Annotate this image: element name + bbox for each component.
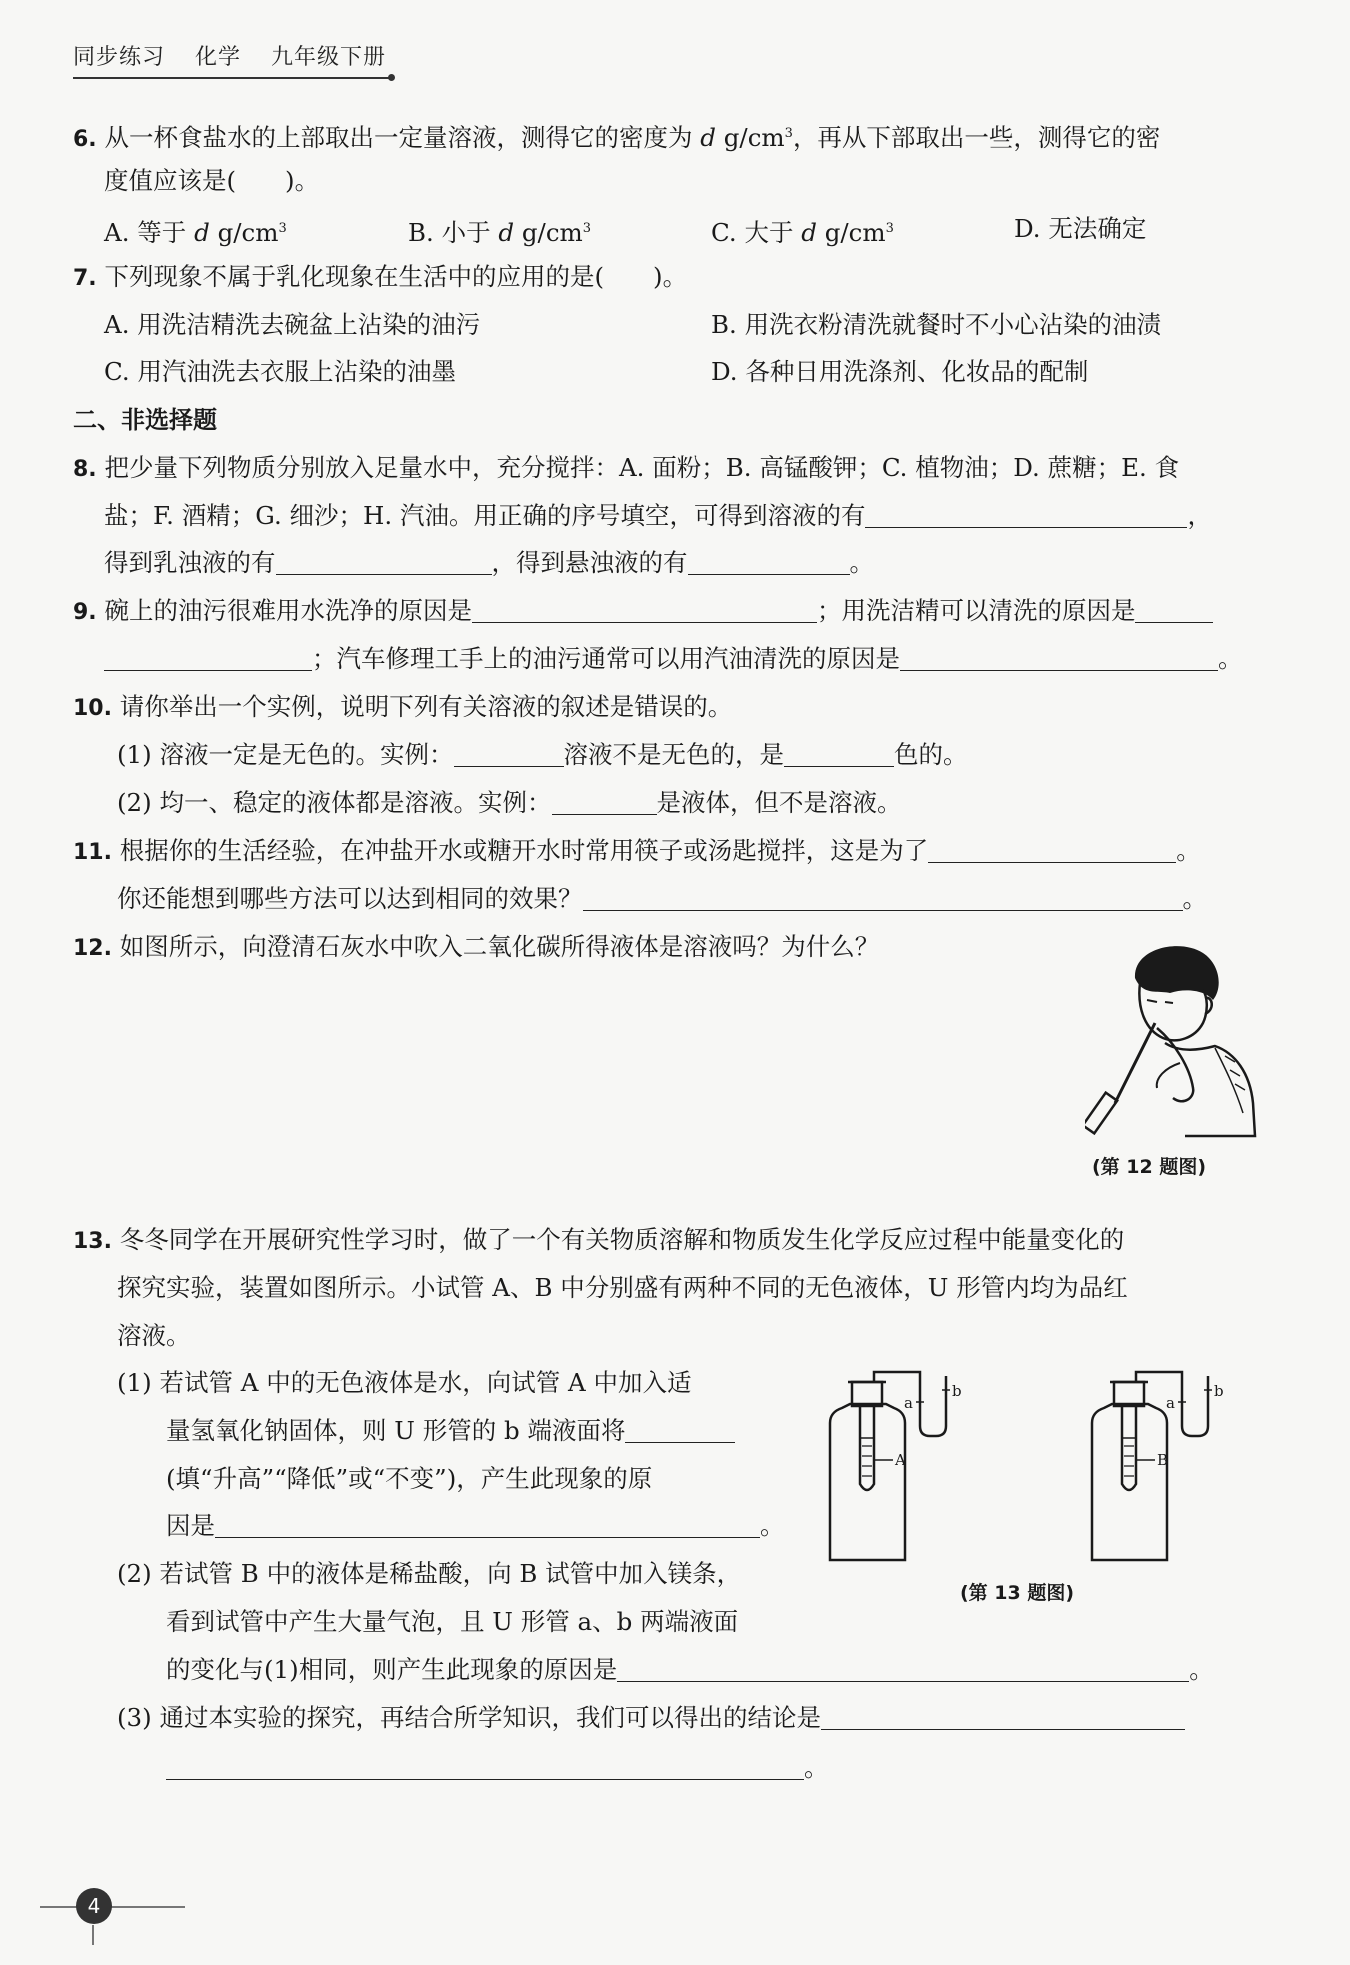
q10-part1-text-c: 色的。 — [894, 740, 968, 769]
q6-option-a — [104, 213, 287, 249]
q6-number: 6. — [73, 127, 97, 153]
q6-option-c — [711, 213, 894, 249]
header-grade: 九年级下册 — [271, 45, 387, 70]
q9-line1-text-a: 碗上的油污很难用水洗净的原因是 — [104, 596, 472, 625]
q6-unit: g/cm — [723, 123, 785, 153]
q8-line3-end: 。 — [849, 548, 874, 577]
q8-line2-end: ， — [1187, 501, 1212, 530]
q13-part1-line1: (1) 若试管 A 中的无色液体是水，向试管 A 中加入适 — [117, 1368, 692, 1397]
q12-stem — [73, 931, 879, 965]
q11-blank-2[interactable] — [583, 886, 1183, 911]
q13-part2-line3 — [166, 1654, 1214, 1686]
q6-stem: 从一杯食盐水的上部取出一定量溶液，测得它的密度为 — [104, 123, 693, 153]
q8-line3-text-b: ，得到悬浊液的有 — [491, 548, 688, 577]
q6-line2: 度值应该是( )。 — [104, 166, 320, 195]
q6-option-b-var: d — [498, 218, 515, 248]
q6-option-b-unit: g/cm — [521, 218, 583, 248]
q13-line1-text: 冬冬同学在开展研究性学习时，做了一个有关物质溶解和物质发生化学反应过程中能量变化的 — [119, 1225, 1125, 1254]
q6-option-c-label: C. 大于 — [711, 218, 794, 248]
q10-part2-text-a: (2) 均一、稳定的液体都是溶液。实例： — [117, 788, 552, 817]
q13-part3-end: 。 — [804, 1753, 829, 1782]
q8-number: 8. — [73, 457, 97, 482]
q10-stem-text: 请你举出一个实例，说明下列有关溶液的叙述是错误的。 — [119, 692, 733, 721]
q6-option-b — [408, 213, 591, 249]
section-heading: 二、非选择题 — [73, 406, 217, 434]
apparatus-a — [830, 1372, 946, 1560]
q6-option-c-exp: 3 — [885, 221, 894, 236]
q6-exp: 3 — [784, 126, 793, 141]
q10-part2-text-b: 是液体，但不是溶液。 — [656, 788, 902, 817]
apparatus-a-label-tube: A — [895, 1451, 906, 1469]
q8-blank-suspension[interactable] — [688, 550, 850, 575]
q13-part2-line1: (2) 若试管 B 中的液体是稀盐酸，向 B 试管中加入镁条， — [117, 1559, 742, 1588]
q12-number: 12. — [73, 936, 112, 961]
q13-blank-1[interactable] — [625, 1418, 735, 1443]
q13-apparatus-diagram — [800, 1368, 1270, 1568]
q13-blank-4a[interactable] — [821, 1705, 1185, 1730]
q6-option-a-label: A. 等于 — [104, 218, 187, 248]
q8-line2 — [104, 500, 1212, 532]
q13-part1-line2-text: 量氢氧化钠固体，则 U 形管的 b 端液面将 — [166, 1416, 626, 1445]
q9-line2-text: ；汽车修理工手上的油污通常可以用汽油清洗的原因是 — [312, 644, 900, 673]
q6-option-a-exp: 3 — [278, 221, 287, 236]
q6-option-b-label: B. 小于 — [408, 218, 491, 248]
q13-part3-line1-text: (3) 通过本实验的探究，再结合所学知识，我们可以得出的结论是 — [117, 1703, 821, 1732]
q6-stem-tail: ，再从下部取出一些，测得它的密 — [792, 123, 1161, 153]
q7-number: 7. — [73, 266, 97, 291]
boy-blowing-straw-illustration — [1085, 938, 1260, 1138]
q10-blank-3[interactable] — [552, 790, 657, 815]
q7-stem — [73, 261, 687, 295]
q13-part2-line3-text: 的变化与(1)相同，则产生此现象的原因是 — [166, 1655, 618, 1684]
q10-part1 — [117, 739, 968, 771]
header-dot — [388, 74, 395, 81]
q6-option-a-var: d — [194, 218, 210, 248]
header-series: 同步练习 — [73, 45, 166, 70]
footer-rule — [40, 1906, 185, 1908]
q11-line2 — [117, 883, 1207, 915]
q10-part2 — [117, 787, 902, 819]
q6-var: d — [700, 123, 716, 153]
q13-blank-4b[interactable] — [166, 1755, 804, 1780]
apparatus-b-label-a: a — [1166, 1394, 1175, 1412]
q8-blank-solution[interactable] — [865, 503, 1187, 528]
apparatus-b-label-b: b — [1214, 1382, 1224, 1400]
q13-part2-end: 。 — [1189, 1655, 1214, 1684]
q13-part3-line2 — [166, 1752, 829, 1784]
q11-line2-end: 。 — [1182, 884, 1207, 913]
q9-line2-end: 。 — [1218, 644, 1243, 673]
q8-blank-emulsion[interactable] — [276, 550, 492, 575]
q6-line1 — [73, 118, 1160, 156]
q7-option-a: A. 用洗洁精洗去碗盆上沾染的油污 — [104, 310, 481, 339]
q10-part1-text-a: (1) 溶液一定是无色的。实例： — [117, 740, 454, 769]
q9-blank-1[interactable] — [472, 598, 817, 623]
q10-blank-2[interactable] — [784, 742, 894, 767]
q8-line1 — [73, 452, 1179, 486]
q11-line1-text: 根据你的生活经验，在冲盐开水或糖开水时常用筷子或汤匙搅拌，这是为了 — [119, 836, 929, 865]
q11-blank-1[interactable] — [928, 838, 1176, 863]
q10-stem — [73, 691, 732, 725]
q10-blank-1[interactable] — [454, 742, 564, 767]
q9-line2 — [104, 643, 1243, 675]
q7-option-d: D. 各种日用洗涤剂、化妆品的配制 — [711, 357, 1089, 386]
apparatus-a-label-a: a — [904, 1394, 913, 1412]
q12-stem-text: 如图所示，向澄清石灰水中吹入二氧化碳所得液体是溶液吗？为什么？ — [119, 932, 880, 961]
q13-figure-caption: (第 13 题图) — [960, 1582, 1075, 1604]
q13-part1-line4-text: 因是 — [166, 1511, 215, 1540]
q9-line1 — [73, 595, 1213, 629]
q6-option-a-unit: g/cm — [217, 218, 279, 248]
q11-number: 11. — [73, 840, 112, 865]
q9-blank-3[interactable] — [900, 646, 1218, 671]
page-number: 4 — [76, 1888, 112, 1924]
q8-line1-text: 把少量下列物质分别放入足量水中，充分搅拌：A. 面粉；B. 高锰酸钾；C. 植物油；D. 蔗糖；E. 食 — [104, 453, 1180, 482]
q12-figure-caption: (第 12 题图) — [1092, 1156, 1207, 1178]
q6-option-c-unit: g/cm — [824, 218, 886, 248]
q8-line2-text: 盐；F. 酒精；G. 细沙；H. 汽油。用正确的序号填空，可得到溶液的有 — [104, 501, 866, 530]
q7-option-c: C. 用汽油洗去衣服上沾染的油墨 — [104, 357, 456, 386]
q13-part2-line2: 看到试管中产生大量气泡，且 U 形管 a、b 两端液面 — [166, 1607, 739, 1636]
q10-number: 10. — [73, 696, 112, 721]
q13-blank-2[interactable] — [215, 1513, 760, 1538]
q8-line3-text-a: 得到乳浊液的有 — [104, 548, 276, 577]
q9-line1-text-b: ；用洗洁精可以清洗的原因是 — [816, 596, 1136, 625]
header-subject: 化学 — [195, 45, 242, 70]
q13-number: 13. — [73, 1229, 112, 1254]
q9-blank-2b[interactable] — [104, 646, 312, 671]
apparatus-b — [1092, 1372, 1208, 1560]
q6-option-b-exp: 3 — [582, 221, 592, 236]
q13-part1-line3: (填“升高”“降低”或“不变”)，产生此现象的原 — [166, 1464, 653, 1493]
apparatus-a-label-b: b — [952, 1382, 962, 1400]
running-header — [73, 40, 408, 71]
q13-part1-end: 。 — [760, 1511, 785, 1540]
q6-option-d: D. 无法确定 — [1014, 214, 1147, 243]
q9-number: 9. — [73, 600, 97, 625]
q13-line1 — [73, 1224, 1124, 1258]
q13-line2: 探究实验，装置如图所示。小试管 A、B 中分别盛有两种不同的无色液体，U 形管内均为品红 — [117, 1273, 1128, 1302]
q13-part1-line4 — [166, 1510, 785, 1542]
q13-blank-3[interactable] — [617, 1657, 1189, 1682]
q11-line1 — [73, 835, 1201, 869]
q13-part3-line1 — [117, 1702, 1185, 1734]
apparatus-b-label-tube: B — [1157, 1451, 1169, 1469]
header-rule — [73, 77, 391, 79]
q8-line3 — [104, 547, 874, 579]
q11-line2-text: 你还能想到哪些方法可以达到相同的效果？ — [117, 884, 583, 913]
q9-blank-2a[interactable] — [1135, 598, 1213, 623]
q10-part1-text-b: 溶液不是无色的，是 — [563, 740, 784, 769]
q6-option-c-var: d — [801, 218, 817, 248]
q13-part1-line2 — [166, 1415, 735, 1447]
q13-line3: 溶液。 — [117, 1321, 191, 1350]
q7-option-b: B. 用洗衣粉清洗就餐时不小心沾染的油渍 — [711, 310, 1162, 339]
q11-line1-end: 。 — [1176, 836, 1201, 865]
q7-stem-text: 下列现象不属于乳化现象在生活中的应用的是( )。 — [104, 262, 688, 291]
footer-tick — [92, 1925, 94, 1945]
